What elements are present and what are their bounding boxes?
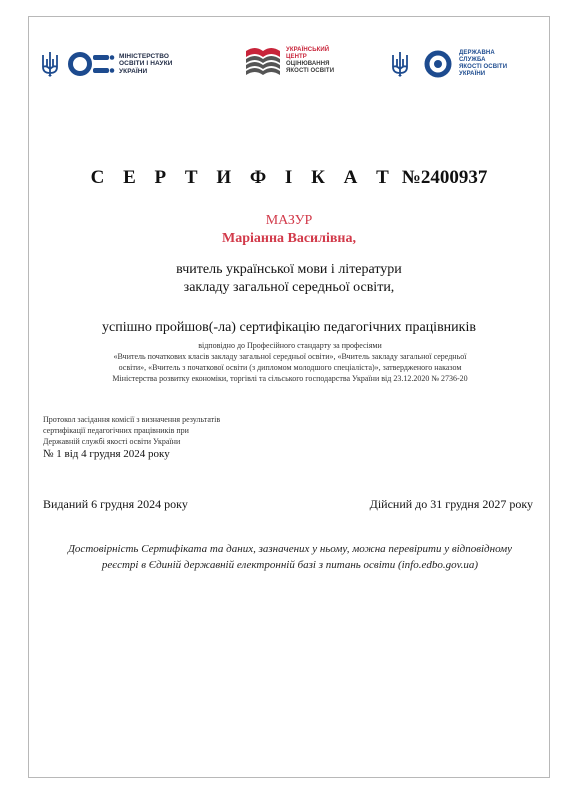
book-icon [243, 43, 283, 79]
issue-date: Виданий 6 грудня 2024 року [43, 497, 188, 511]
state-service-emblem-icon [423, 49, 453, 79]
center-logo-line: ЦЕНТР [286, 54, 307, 61]
legal-line: освіти», «Вчитель з початкової освіти (з дипломом молодшого спеціаліста)», затвердженого наказом [118, 363, 462, 372]
center-logo [243, 43, 356, 79]
trident-icon [41, 51, 59, 77]
ministry-logo-line: УКРАЇНИ [119, 67, 148, 75]
state-service-logo-line: УКРАЇНИ [459, 70, 486, 77]
trident-icon [391, 51, 409, 77]
certificate-title-text: С Е Р Т И Ф І К А Т [90, 167, 396, 188]
ministry-emblem-icon [67, 49, 115, 79]
holder-position [29, 261, 549, 297]
note-line: реєстрі в Єдиній державній електронній базі з питань освіти (info.edbo.gov.ua) [101, 559, 479, 571]
ministry-logo-line: МІНІСТЕРСТВО [119, 52, 170, 60]
certificate-page [28, 16, 550, 778]
state-service-logo-line: ЯКОСТІ ОСВІТИ [459, 64, 508, 70]
protocol-line: сертифікації педагогічних працівників при [43, 426, 189, 435]
protocol-line: Державній службі якості освіти України [43, 437, 181, 446]
logo-header [29, 43, 549, 103]
protocol-line: Протокол засідання комісії з визначення результатів [43, 415, 221, 424]
certificate-number: №2400937 [401, 167, 488, 188]
ministry-logo [41, 49, 189, 79]
legal-line: Міністерства розвитку економіки, торгівлі та сільського господарства України від 23.12.2020 № 2736-20 [112, 374, 468, 383]
position-line: закладу загальної середньої освіти, [183, 280, 395, 295]
center-logo-line: УКРАЇНСЬКИЙ [286, 47, 330, 54]
state-service-logo [391, 49, 519, 79]
state-service-logo-line: СЛУЖБА [459, 57, 486, 64]
legal-basis [69, 340, 511, 384]
holder-surname: МАЗУР [265, 213, 313, 228]
ministry-logo-line: ОСВІТИ І НАУКИ [119, 60, 173, 68]
certificate-title [29, 167, 549, 189]
commission-protocol [43, 414, 303, 461]
center-logo-line: ЯКОСТІ ОСВІТИ [286, 67, 335, 74]
protocol-number: № 1 від 4 грудня 2024 року [43, 448, 170, 460]
center-logo-line: ОЦІНЮВАННЯ [286, 61, 330, 67]
holder-given-name: Маріанна Василівна, [221, 231, 356, 246]
certification-statement: успішно пройшов(-ла) сертифікацію педагогічних працівників [102, 320, 476, 335]
legal-line: відповідно до Професійного стандарту за професіями [198, 341, 382, 350]
verification-note [49, 541, 531, 573]
state-service-logo-line: ДЕРЖАВНА [459, 50, 495, 57]
legal-line: «Вчитель початкових класів закладу загальної середньої освіти», «Вчитель закладу загальної середньої [113, 352, 467, 361]
position-line: вчитель української мови і літератури [176, 262, 402, 277]
valid-until-date: Дійсний до 31 грудня 2027 року [369, 497, 533, 511]
note-line: Достовірність Сертифіката та даних, зазначених у ньому, можна перевірити у відповідному [67, 543, 513, 555]
